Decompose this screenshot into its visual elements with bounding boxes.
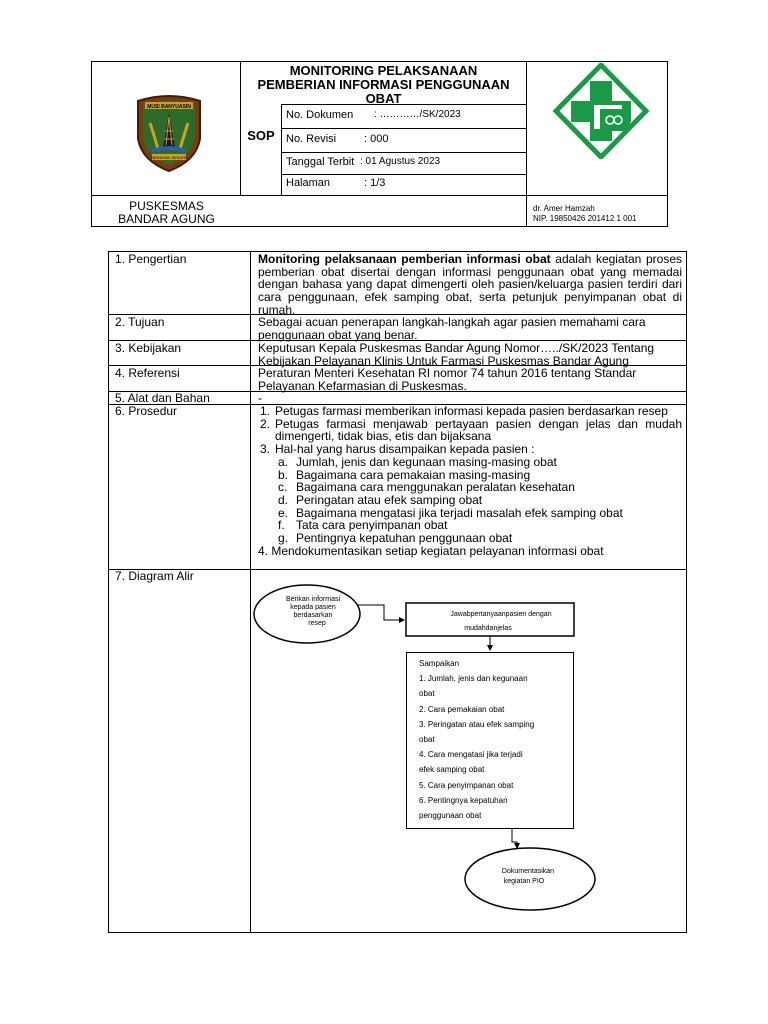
item-text: Bagaimana cara menggunakan peralatan kesehatan (296, 480, 575, 495)
item-text: Bagaimana cara pemakaian masing-masing (296, 467, 531, 482)
convey-box-line: 3. Peringatan atau efek samping (419, 719, 535, 729)
item-letter: d. (278, 492, 289, 507)
label-pengertian: 1. Pengertian (115, 252, 187, 266)
start-text-line: resep (308, 620, 326, 627)
label-referensi: 4. Referensi (115, 366, 180, 380)
item-number: 2. (260, 416, 271, 431)
convey-box-line: efek samping obat (419, 765, 485, 775)
pengertian-bold-lead: Monitoring pelaksanaan pemberian informasi obat (258, 252, 551, 266)
connector-arrow (512, 829, 517, 848)
item-number: 1. (260, 404, 271, 418)
convey-box-line: 6. Pentingnya kepatuhan (419, 795, 508, 805)
issue-date-value: : 01 Agustus 2023 (360, 156, 441, 167)
item-letter: g. (278, 531, 289, 546)
revision-label: No. Revisi (286, 133, 337, 145)
start-text-line: berdasarkan (293, 612, 333, 619)
label-tujuan: 2. Tujuan (115, 315, 165, 329)
label-kebijakan: 3. Kebijakan (115, 341, 182, 355)
svg-text:SERASAN SEKATE: SERASAN SEKATE (151, 155, 187, 160)
revision-value: : 000 (364, 133, 389, 145)
label-alat-bahan: 5. Alat dan Bahan (115, 391, 210, 405)
answer-box-line: mudahdanjelas (464, 625, 512, 632)
signatory-name: dr. Amer Hamzah (533, 204, 595, 213)
issue-date-label: Tanggal Terbit (286, 156, 355, 168)
item-letter: b. (278, 467, 289, 482)
svg-text:MUSI BANYUASIN: MUSI BANYUASIN (147, 104, 191, 110)
alat-bahan-text: - (258, 391, 262, 405)
title-line: OBAT (365, 91, 402, 106)
doc-number-value: : …………/SK/2023 (374, 109, 461, 120)
sop-label: SOP (247, 128, 275, 143)
signatory-nip: NIP. 19850426 201412 1 001 (533, 214, 637, 223)
organization-line: PUSKESMAS (129, 199, 204, 213)
title-line: MONITORING PELAKSANAAN (289, 63, 478, 78)
convey-box-title: Sampaikan (419, 659, 460, 668)
convey-box-line: 5. Cara penyimpanan obat (419, 780, 514, 790)
list-item: 4. Mendokumentasikan setiap kegiatan pelayanan informasi obat (258, 543, 604, 558)
item-letter: e. (278, 505, 289, 520)
item-letter: c. (278, 480, 288, 495)
convey-box-line: obat (419, 689, 435, 699)
answer-box-line: Jawabpertanyaanpasien dengan (450, 611, 552, 618)
organization-line: BANDAR AGUNG (118, 212, 215, 226)
convey-box-line: 2. Cara pemakaian obat (419, 704, 505, 714)
doc-number-label: No. Dokumen (286, 109, 354, 121)
start-text-line: kepada pasien (290, 604, 336, 611)
convey-box-line: obat (419, 735, 435, 745)
end-text-line: kegiatan PIO (503, 878, 545, 885)
tujuan-text: Sebagai acuan penerapan langkah-langkah agar pasien memahami cara penggunaan obat yang benar. (258, 315, 646, 342)
kebijakan-text: Keputusan Kepala Puskesmas Bandar Agung Nomor…../SK/2023 Tentang Kebijakan Pelayanan Klinis Untuk Farmasi Puskesmas Bandar Agung (258, 341, 655, 368)
item-number: 3. (260, 442, 271, 457)
item-letter: a. (278, 454, 289, 469)
item-text: Hal-hal yang harus disampaikan kepada pasien : (275, 442, 535, 457)
item-letter: f. (278, 518, 285, 533)
pengertian-body: adalah kegiatan proses pemberian obat disertai dengan informasi penggunaan obat yang memadai dengan bahasa yang dapat dimengerti oleh pasien/keluarga pasien terdiri dari cara penggunaan, efek samping obat, serta petunjuk penyimpanan obat di rumah. (258, 252, 682, 317)
page-label: Halaman (286, 177, 331, 189)
process-box-convey (406, 652, 574, 829)
page-value: : 1/3 (364, 177, 386, 189)
title-line: PEMBERIAN INFORMASI PENGGUNAAN (257, 77, 510, 92)
item-text: Petugas farmasi memberikan informasi kepada pasien berdasarkan resep (275, 404, 668, 418)
item-text: Petugas farmasi menjawab pertayaan pasien dengan jelas dan mudah dimengerti, tidak bias, etis dan bijaksana (275, 416, 682, 444)
label-prosedur: 6. Prosedur (115, 404, 178, 418)
convey-box-line: 4. Cara mengatasi jika terjadi (419, 750, 523, 760)
end-text-line: Dokumentasikan (501, 868, 555, 875)
label-diagram-alir: 7. Diagram Alir (115, 569, 194, 583)
item-text: Bagaimana mengatasi jika terjadi masalah efek samping obat (296, 505, 623, 520)
convey-box-line: 1. Jumlah, jenis dan kegunaan (419, 674, 528, 684)
item-text: Jumlah, jenis dan kegunaan masing-masing obat (296, 454, 557, 469)
start-text-line: Berikan informasi (285, 596, 341, 603)
convey-box-line: penggunaan obat (419, 811, 482, 821)
item-text: Peringatan atau efek samping obat (296, 492, 483, 507)
item-text: Pentingnya kepatuhan penggunaan obat (296, 531, 513, 546)
item-text: Tata cara penyimpanan obat (296, 518, 448, 533)
connector-arrow (358, 605, 404, 620)
referensi-text: Peraturan Menteri Kesehatan RI nomor 74 tahun 2016 tentang Standar Pelayanan Kefarmasian di Puskesmas. (258, 366, 637, 393)
